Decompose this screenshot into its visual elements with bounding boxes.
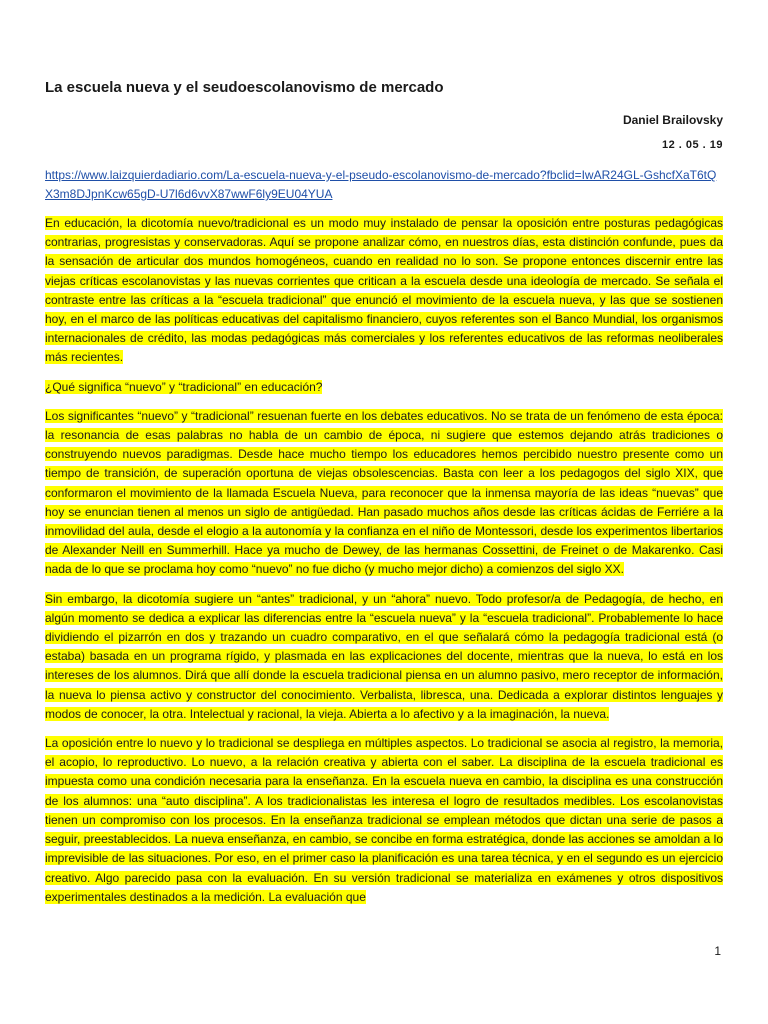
document-title: La escuela nueva y el seudoescolanovismo de mercado (45, 79, 444, 96)
highlighted-text: La oposición entre lo nuevo y lo tradicional se despliega en múltiples aspectos. Lo tradicional se asocia al registro, la memoria, el acopio, lo reproductivo. Lo nuevo, a la relación creativa y abierta con el saber. La disciplina de la escuela tradicional es impuesta como una condición necesaria para la enseñanza. En la escuela nueva en cambio, la disciplina es una construcción de los alumnos: una “auto disciplina”. A los tradicionalistas les interesa el logro de resultados medibles. Los escolanovistas tienen un compromiso con los procesos. En la enseñanza tradicional se emplean métodos que dictan una serie de pasos a seguir, preestablecidos. La nueva enseñanza, en cambio, se concibe en forma estratégica, donde las acciones se amoldan a lo imprevisible de las situaciones. Por eso, en el primer caso la planificación es una tarea técnica, y en el segundo es un ejercicio creativo. Algo parecido pasa con la evaluación. En su versión tradicional se materializa en exámenes y otros dispositivos experimentales destinados a la medición. La evaluación que (45, 736, 723, 904)
page-number: 1 (714, 944, 721, 958)
paragraph-opposition (45, 734, 723, 907)
highlighted-text: Sin embargo, la dicotomía sugiere un “antes” tradicional, y un “ahora” nuevo. Todo profesor/a de Pedagogía, de hecho, en algún momento se dedica a explicar las diferencias entre la “escuela nueva” y la “escuela tradicional”. Probablemente lo hace dividiendo el pizarrón en dos y trazando un cuadro comparativo, en el que señalará cómo la pedagogía tradicional está (o estaba) basada en un programa rígido, y plasmada en las explicaciones del docente, mientras que la nueva, lo está en los intereses de los alumnos. Dirá que allí donde la escuela tradicional piensa en un alumno pasivo, mero receptor de información, la nueva lo piensa activo y constructor del conocimiento. Verbalista, libresca, una. Dedicada a explorar distintos lenguajes y modos de conocer, la otra. Intelectual y racional, la vieja. Abierta a lo afectivo y a la imaginación, la nueva. (45, 591, 723, 721)
paragraph-intro (45, 214, 723, 368)
publication-date: 12 . 05 . 19 (661, 139, 723, 151)
document-page (45, 72, 723, 907)
highlighted-text: Los significantes “nuevo” y “tradicional” resuenan fuerte en los debates educativos. No se trata de un fenómeno de esta época: la resonancia de esas palabras no habla de un cambio de época, ni sugiere que estemos dejando atrás tradiciones o construyendo nuevos paradigmas. Desde hace mucho tiempo los educadores hemos percibido nuestro presente como un tiempo de transición, de superación oportuna de viejas obsolescencias. Basta con leer a los pedagogos del siglo XIX, que conformaron el movimiento de la llamada Escuela Nueva, para reconocer que la inmensa mayoría de las ideas “nuevas” que hoy se enuncian tienen al menos un siglo de antigüedad. Han pasado muchos años desde las críticas ácidas de Ferriére a la inmovilidad del aula, desde el elogio a la autonomía y la confianza en el niño de Montessori, desde los experimentos libertarios de Alexander Neill en Summerhill. Hace ya mucho de Dewey, de las hermanas Cossettini, de Freinet o de Makarenko. Casi nada de lo que se proclama hoy como “nuevo” no fue dicho (y mucho mejor dicho) a comienzos del siglo XX. (45, 408, 723, 577)
paragraph-significants (45, 407, 723, 580)
highlighted-text: ¿Qué significa “nuevo” y “tradicional” en educación? (45, 379, 323, 394)
author-name: Daniel Brailovsky (622, 113, 723, 127)
source-link[interactable]: https://www.laizquierdadiario.com/La-escuela-nueva-y-el-pseudo-escolanovismo-de-mercado?fbclid=IwAR24GL-GshcfXaT6tQX3m8DJpnKcw65gD-U7l6d6vvX87wwF6ly9EU04YUA (45, 168, 717, 201)
paragraph-dichotomy (45, 590, 723, 724)
highlighted-text: En educación, la dicotomía nuevo/tradicional es un modo muy instalado de pensar la oposición entre posturas pedagógicas contrarias, progresistas y conservadoras. Aquí se propone analizar cómo, en nuestros días, esta distinción confunde, pues da la sensación de articular dos mundos homogéneos, cuando en realidad no lo son. Se propone entonces discernir entre las viejas críticas escolanovistas y las nuevas corrientes que critican a la escuela desde una ideología de mercado. Se señala el contraste entre las críticas a la “escuela tradicional” que enunció el movimiento de la escuela nueva, y las que se sostienen hoy, en el marco de las políticas educativas del capitalismo financiero, cuyos referentes son el Banco Mundial, los organismos internacionales de crédito, las modas pedagógicas más comerciales y los referentes educativos de las reformas neoliberales más recientes. (45, 216, 723, 365)
paragraph-question (45, 378, 723, 397)
